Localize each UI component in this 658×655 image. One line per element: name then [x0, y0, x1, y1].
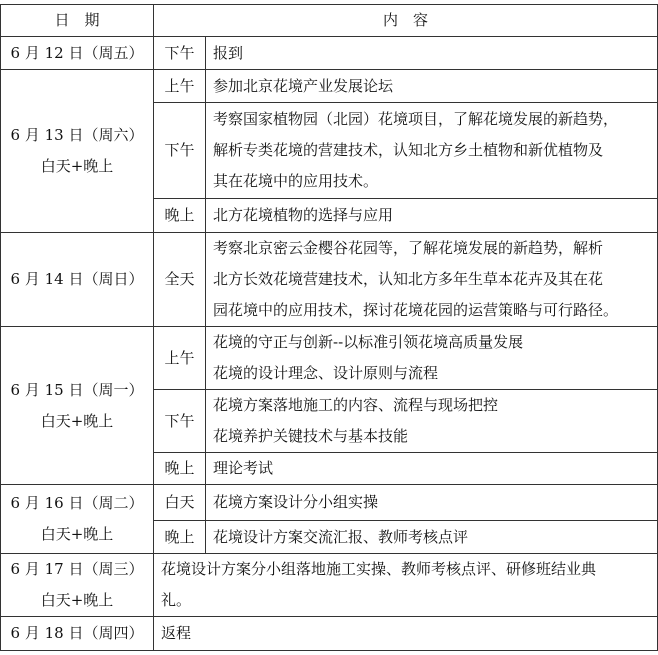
time-slot: 下午 — [154, 37, 206, 70]
content-cell: 返程 — [154, 617, 658, 651]
content-cell: 北方花境植物的选择与应用 — [206, 199, 658, 233]
date-cell: 6 月 15 日（周一） 白天+晚上 — [1, 327, 154, 485]
time-slot: 晚上 — [154, 521, 206, 554]
table-row — [1, 70, 658, 103]
header-row — [1, 5, 658, 37]
table-row — [1, 233, 658, 327]
date-cell: 6 月 13 日（周六） 白天+晚上 — [1, 70, 154, 233]
time-slot: 上午 — [154, 70, 206, 103]
table-row — [1, 554, 658, 617]
content-cell: 理论考试 — [206, 453, 658, 485]
table-row — [1, 485, 658, 521]
date-cell: 6 月 18 日（周四） — [1, 617, 154, 651]
date-cell: 6 月 17 日（周三） 白天+晚上 — [1, 554, 154, 617]
table-row — [1, 327, 658, 390]
table-row — [1, 37, 658, 70]
time-slot: 下午 — [154, 103, 206, 199]
content-cell: 花境的守正与创新--以标准引领花境高质量发展 花境的设计理念、设计原则与流程 — [206, 327, 658, 390]
content-cell: 考察北京密云金樱谷花园等，了解花境发展的新趋势，解析 北方长效花境营建技术，认知北方多年生草本花卉及其在花 园花境中的应用技术，探讨花境花园的运营策略与可行路径。 — [206, 233, 658, 327]
header-date: 日 期 — [1, 5, 154, 37]
content-cell: 花境方案落地施工的内容、流程与现场把控 花境养护关键技术与基本技能 — [206, 390, 658, 453]
content-cell: 参加北京花境产业发展论坛 — [206, 70, 658, 103]
schedule-table — [0, 4, 658, 651]
table-row — [1, 617, 658, 651]
content-cell: 花境设计方案分小组落地施工实操、教师考核点评、研修班结业典 礼。 — [154, 554, 658, 617]
content-cell: 花境方案设计分小组实操 — [206, 485, 658, 521]
date-cell: 6 月 12 日（周五） — [1, 37, 154, 70]
time-slot: 晚上 — [154, 199, 206, 233]
time-slot: 晚上 — [154, 453, 206, 485]
time-slot: 白天 — [154, 485, 206, 521]
time-slot: 上午 — [154, 327, 206, 390]
date-cell: 6 月 16 日（周二） 白天+晚上 — [1, 485, 154, 554]
header-content: 内 容 — [154, 5, 658, 37]
content-cell: 报到 — [206, 37, 658, 70]
content-cell: 花境设计方案交流汇报、教师考核点评 — [206, 521, 658, 554]
date-cell: 6 月 14 日（周日） — [1, 233, 154, 327]
content-cell: 考察国家植物园（北园）花境项目，了解花境发展的新趋势， 解析专类花境的营建技术，认知北方乡土植物和新优植物及 其在花境中的应用技术。 — [206, 103, 658, 199]
time-slot: 全天 — [154, 233, 206, 327]
time-slot: 下午 — [154, 390, 206, 453]
